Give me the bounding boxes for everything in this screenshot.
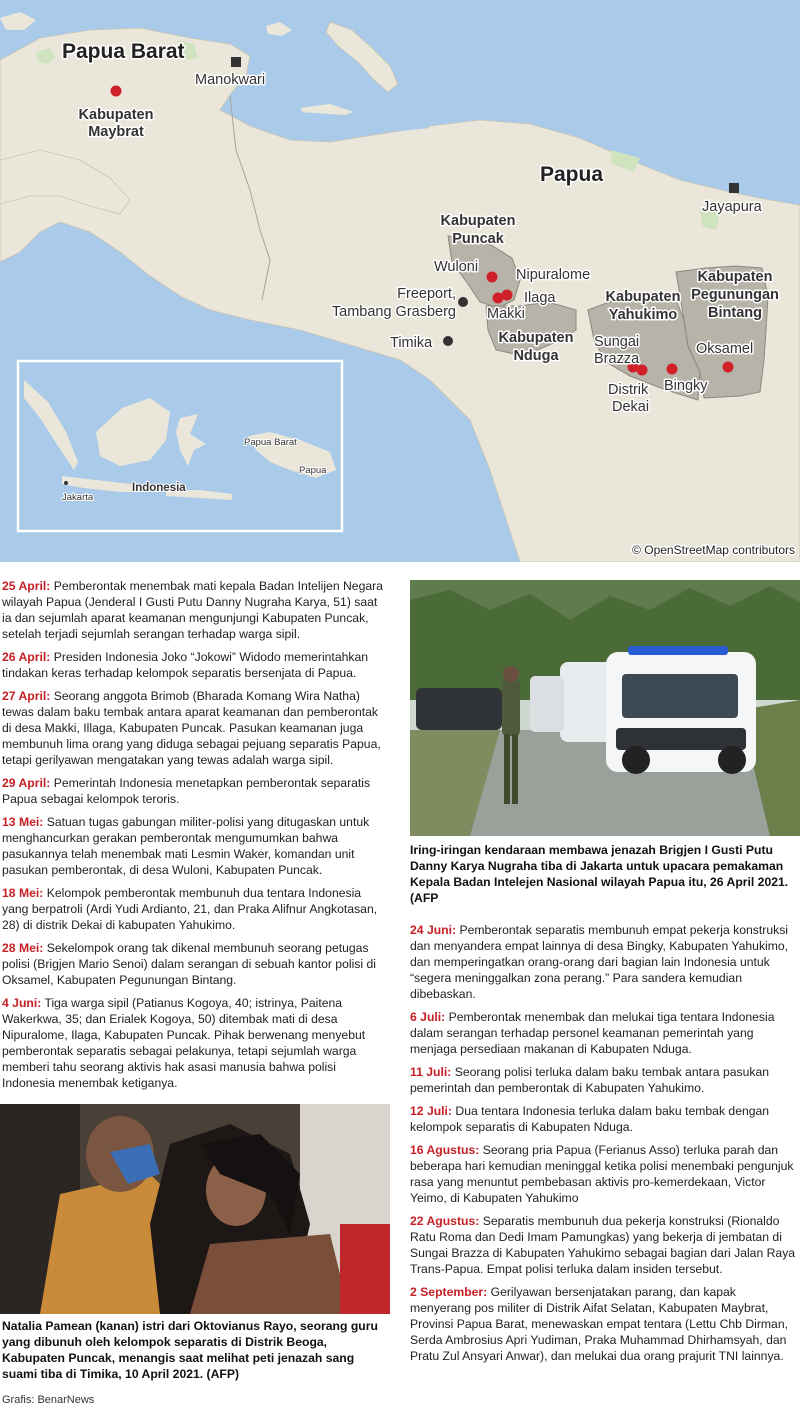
label-timika: Timika: [390, 335, 433, 351]
inset-label-papua: Papua: [299, 465, 327, 476]
label-papua: Papua: [540, 163, 604, 186]
label-ilaga: Ilaga: [524, 290, 556, 306]
timeline-entry: [2, 578, 390, 642]
label-kab-puncak-1: Kabupaten: [440, 213, 516, 229]
entry-text: Pemberontak menembak dan melukai tiga tentara Indonesia dalam serangan terhadap personel keamanan pemerintah yang menjaga persediaan makanan di Kabupaten Nduga.: [410, 1010, 775, 1056]
label-sungai-brazza-2: Brazza: [594, 351, 640, 367]
timeline-entry: [410, 1009, 800, 1057]
entry-text: Dua tentara Indonesia terluka dalam baku tembak dengan kelompok separatis di Kabupaten Nduga.: [410, 1104, 770, 1134]
label-kab-bintang-2: Pegunungan: [691, 287, 779, 303]
timeline-entry: [410, 1284, 800, 1364]
mourner-caption: Natalia Pamean (kanan) istri dari Oktovianus Rayo, seorang guru yang dibunuh oleh kelompok separatis di Distrik Beoga, Kabupaten Puncak, menangis saat melihat peti jenazah sang suami tiba di Timika, 10 April 2021. (AFP): [2, 1319, 378, 1381]
timeline-entry: [2, 940, 390, 988]
inset-label-indonesia: Indonesia: [132, 482, 186, 494]
entry-text: Sekelompok orang tak dikenal membunuh seorang petugas polisi (Brigjen Mario Senoi) dalam serangan di sebuah kantor polisi di Oksamel, Kabupaten Pegunungan Bintang.: [2, 941, 376, 987]
entry-date: 11 Juli:: [410, 1065, 452, 1079]
timeline-entry: [2, 775, 390, 807]
entry-date: 4 Juni:: [2, 996, 42, 1010]
label-oksamel: Oksamel: [696, 341, 754, 357]
entry-text: Pemerintah Indonesia menetapkan pemberontak separatis Papua sebagai kelompok teroris.: [2, 776, 371, 806]
entry-text: Kelompok pemberontak membunuh dua tentara Indonesia yang berpatroli (Ardi Yudi Ardianto, 21, dan Praka Alifnur Angkotasan, 28) di distrik Dekai di kabupaten Yahukimo.: [2, 886, 378, 932]
label-freeport-2: Tambang Grasberg: [331, 304, 456, 320]
city-marker-jayapura: [729, 183, 739, 193]
label-kab-yahukimo-2: Yahukimo: [608, 307, 678, 323]
incident-marker-wuloni: [487, 272, 498, 283]
inset-label-jakarta: Jakarta: [62, 492, 94, 503]
incident-marker-maybrat: [111, 86, 122, 97]
timeline-right: [410, 922, 800, 1371]
label-kab-bintang-1: Kabupaten: [697, 269, 773, 285]
label-kab-bintang-3: Bintang: [708, 305, 762, 321]
mourner-photo: [0, 1104, 390, 1314]
entry-text: Pemberontak menembak mati kepala Badan Intelijen Negara wilayah Papua (Jenderal I Gusti Putu Danny Nugraha Karya, 51) saat ia dan sejumlah aparat keamanan mengunjungi Kabupaten Puncak, setelah terjadi sejumlah serangan terhadap warga sipil.: [2, 579, 383, 641]
label-bingky: Bingky: [664, 378, 708, 394]
label-kab-nduga-2: Nduga: [513, 348, 559, 364]
incident-marker-ilaga: [502, 290, 513, 301]
label-papua-barat: Papua Barat: [62, 40, 185, 63]
label-kab-maybrat-2: Maybrat: [88, 124, 144, 140]
entry-text: Tiga warga sipil (Patianus Kogoya, 40; istrinya, Paitena Wakerkwa, 35; dan Erialek Kogoya, 50) ditembak mati di desa Nipuralome, Ilaga, Kabupaten Puncak. Pihak berwenang menyebut pemberontak separatis sebagai pelakunya, tetapi sejumlah warga memberi tahu seorang aktivis hak asasi manusia bahwa polisi Indonesia menembak ketiganya.: [2, 996, 366, 1090]
city-marker-timika: [443, 336, 453, 346]
timeline-left: [2, 578, 390, 1098]
city-marker-manokwari: [231, 57, 241, 67]
timeline-entry: [2, 649, 390, 681]
inset-map: [18, 361, 342, 531]
entry-date: 28 Mei:: [2, 941, 44, 955]
convoy-photo: [410, 580, 800, 836]
entry-text: Separatis membunuh dua pekerja konstruksi (Rionaldo Ratu Roma dan Dedi Imam Pamungkas) yang bekerja di jembatan di Sungai Brazza di Kabupaten Yahukimo sebagai bagian dari Jalan Raya Trans-Papua. Empat polisi terluka dalam insiden tersebut.: [410, 1214, 796, 1276]
label-kab-maybrat-1: Kabupaten: [78, 107, 154, 123]
label-freeport-1: Freeport,: [397, 286, 456, 302]
timeline-entry: [2, 688, 390, 768]
entry-date: 13 Mei:: [2, 815, 44, 829]
label-kab-puncak-2: Puncak: [452, 231, 504, 247]
entry-text: Seorang anggota Brimob (Bharada Komang Wira Natha) tewas dalam baku tembak antara aparat keamanan dan pemberontak di desa Makki, Illaga, Kabupaten Puncak. Pasukan keamanan juga membunuh lima orang yang diduga sebagai pejuang separatis Papua, tetapi gerilyawan mengatakan yang tewas adalah warga sipil.: [2, 689, 381, 767]
entry-date: 16 Agustus:: [410, 1143, 480, 1157]
label-distrik-dekai-1: Distrik: [608, 382, 649, 398]
entry-date: 18 Mei:: [2, 886, 44, 900]
timeline-entry: [2, 885, 390, 933]
entry-date: 2 September:: [410, 1285, 488, 1299]
timeline-entry: [410, 1103, 800, 1135]
label-kab-nduga-1: Kabupaten: [498, 330, 574, 346]
timeline-entry: [410, 1142, 800, 1206]
entry-date: 26 April:: [2, 650, 51, 664]
convoy-caption: Iring-iringan kendaraan membawa jenazah Brigjen I Gusti Putu Danny Karya Nugraha tiba di Jakarta untuk upacara pemakaman Kepala Badan Intelejen Nasional wilayah Papua itu, 26 April 2021. (AFP: [410, 843, 789, 905]
entry-text: Presiden Indonesia Joko “Jokowi” Widodo memerintahkan tindakan keras terhadap kelompok separatis bersenjata di Papua.: [2, 650, 369, 680]
entry-date: 29 April:: [2, 776, 51, 790]
entry-date: 25 April:: [2, 579, 51, 593]
graphic-credit: Grafis: BenarNews: [2, 1394, 95, 1406]
label-jayapura: Jayapura: [702, 199, 762, 215]
entry-text: Gerilyawan bersenjatakan parang, dan kapak menyerang pos militer di Distrik Aifat Selatan, Kabupaten Maybrat, Provinsi Papua Barat, menewaskan empat tentara (Lettu Chb Dirman, Serda Ambrosius Apri Yudiman, Praka Muhammad Dhirhamsyah, dan Pratu Zul Ansyari Anwar), dan melukai dua orang prajurit TNI lainnya.: [410, 1285, 789, 1363]
label-makki: Makki: [487, 306, 525, 322]
timeline-entry: [410, 1064, 800, 1096]
entry-date: 6 Juli:: [410, 1010, 446, 1024]
incident-marker-bingky: [667, 364, 678, 375]
label-wuloni: Wuloni: [434, 259, 479, 275]
label-kab-yahukimo-1: Kabupaten: [605, 289, 681, 305]
label-manokwari: Manokwari: [195, 72, 266, 88]
map-attribution: © OpenStreetMap contributors: [632, 543, 795, 557]
entry-date: 22 Agustus:: [410, 1214, 480, 1228]
incident-marker-oksamel: [723, 362, 734, 373]
timeline-entry: [410, 922, 800, 1002]
label-sungai-brazza-1: Sungai: [594, 334, 640, 350]
entry-date: 24 Juni:: [410, 923, 457, 937]
label-nipuralome: Nipuralome: [516, 267, 591, 283]
timeline-entry: [2, 814, 390, 878]
entry-text: Seorang polisi terluka dalam baku tembak antara pasukan pemerintah dan pemberontak di Kabupaten Yahukimo.: [410, 1065, 770, 1095]
inset-jakarta-marker: [64, 481, 68, 485]
timeline-entry: [410, 1213, 800, 1277]
entry-text: Seorang pria Papua (Ferianus Asso) terluka parah dan beberapa hari kemudian meninggal ketika polisi menembaki pengunjuk rasa yang menuntut pembebasan aktivis pro-kemerdekaan, Victor Yeimo, di Kabupaten Yahukimo: [410, 1143, 794, 1205]
entry-text: Pemberontak separatis membunuh empat pekerja konstruksi dan menyandera empat lainnya di desa Bingky, Kabupaten Yahukimo, dan memperingatkan orang-orang dari bagian lain Indonesia untuk “segera meninggalkan zona perang.” Para sandera kemudian dibebaskan.: [410, 923, 789, 1001]
papua-map: [0, 0, 800, 562]
timeline-entry: [2, 995, 390, 1091]
entry-date: 12 Juli:: [410, 1104, 452, 1118]
label-distrik-dekai-2: Dekai: [612, 399, 650, 415]
entry-text: Satuan tugas gabungan militer-polisi yang ditugaskan untuk menghancurkan gerakan pemberontak mengumumkan bahwa pasukannya telah menembak mati Lesmin Waker, komandan unit pasukan pemberontak, di desa Wuloni, Kabupaten Puncak.: [2, 815, 370, 877]
city-marker-freeport: [458, 297, 468, 307]
entry-date: 27 April:: [2, 689, 51, 703]
inset-label-papua-barat: Papua Barat: [244, 437, 297, 448]
